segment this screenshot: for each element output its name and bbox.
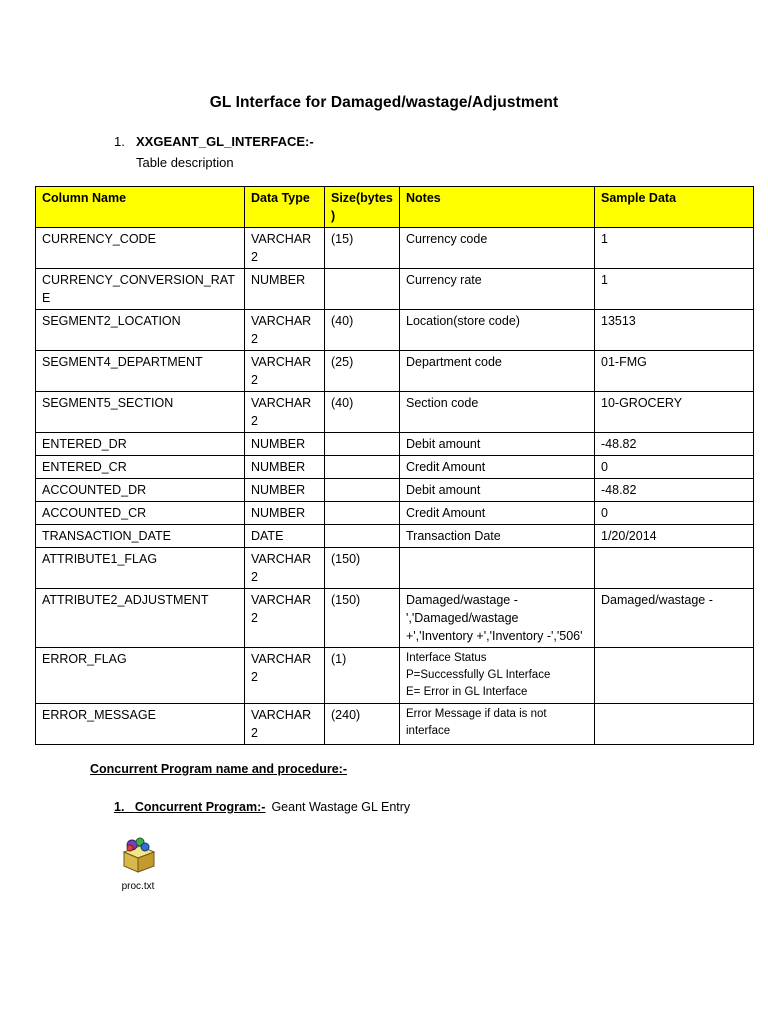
section-1-subheading: Table description — [136, 155, 234, 170]
cell-notes: Error Message if data is not interface — [400, 704, 595, 745]
cell-size — [325, 525, 400, 548]
cell-notes: Transaction Date — [400, 525, 595, 548]
cell-column-name: CURRENCY_CONVERSION_RATE — [36, 269, 245, 310]
notes-line: P=Successfully GL Interface — [406, 669, 551, 681]
table-row — [36, 228, 754, 269]
table-row — [36, 502, 754, 525]
cell-size — [325, 433, 400, 456]
header-column-name: Column Name — [36, 187, 245, 228]
cell-data-type: NUMBER — [245, 502, 325, 525]
cell-data-type: VARCHAR 2 — [245, 392, 325, 433]
cell-size — [325, 269, 400, 310]
cell-data-type: VARCHAR 2 — [245, 648, 325, 704]
cell-data-type: VARCHAR 2 — [245, 310, 325, 351]
cell-sample-data: -48.82 — [595, 479, 754, 502]
header-sample-data: Sample Data — [595, 187, 754, 228]
table-row — [36, 310, 754, 351]
cell-data-type: VARCHAR 2 — [245, 228, 325, 269]
cell-sample-data — [595, 548, 754, 589]
table-row — [36, 548, 754, 589]
cell-notes: Debit amount — [400, 433, 595, 456]
table-row — [36, 589, 754, 648]
cell-data-type: VARCHAR 2 — [245, 589, 325, 648]
cell-data-type: VARCHAR 2 — [245, 704, 325, 745]
table-row — [36, 704, 754, 745]
cell-data-type: NUMBER — [245, 479, 325, 502]
cell-sample-data: 1/20/2014 — [595, 525, 754, 548]
concurrent-program-heading: Concurrent Program name and procedure:- — [90, 762, 347, 776]
table-row — [36, 479, 754, 502]
cell-column-name: ENTERED_DR — [36, 433, 245, 456]
cell-column-name: TRANSACTION_DATE — [36, 525, 245, 548]
table-row — [36, 433, 754, 456]
concurrent-program-item — [114, 800, 410, 814]
cell-data-type: NUMBER — [245, 456, 325, 479]
item-number: 1. — [114, 800, 125, 814]
notes-line: E= Error in GL Interface — [406, 686, 528, 698]
cell-column-name: ATTRIBUTE1_FLAG — [36, 548, 245, 589]
cell-sample-data: 0 — [595, 456, 754, 479]
cell-size — [325, 502, 400, 525]
cell-column-name: CURRENCY_CODE — [36, 228, 245, 269]
cell-sample-data: 0 — [595, 502, 754, 525]
cell-sample-data: 1 — [595, 269, 754, 310]
table-row — [36, 648, 754, 704]
cell-notes: Credit Amount — [400, 456, 595, 479]
cell-data-type: VARCHAR 2 — [245, 351, 325, 392]
concurrent-program-label — [114, 800, 265, 814]
cell-data-type: NUMBER — [245, 269, 325, 310]
cell-column-name: ERROR_FLAG — [36, 648, 245, 704]
notes-line: Interface Status — [406, 652, 487, 664]
section-1-number: 1. — [114, 134, 125, 149]
cell-sample-data: 1 — [595, 228, 754, 269]
concurrent-program-value: Geant Wastage GL Entry — [271, 800, 411, 814]
cell-notes: Damaged/wastage -','Damaged/wastage +','Inventory +','Inventory -','506' — [400, 589, 595, 648]
cell-size — [325, 456, 400, 479]
table-row — [36, 525, 754, 548]
attachment-proc-txt[interactable] — [116, 836, 160, 892]
cell-size: (240) — [325, 704, 400, 745]
cell-size: (150) — [325, 589, 400, 648]
cell-notes — [400, 648, 595, 704]
cell-size: (25) — [325, 351, 400, 392]
cell-notes: Credit Amount — [400, 502, 595, 525]
header-size: Size(bytes ) — [325, 187, 400, 228]
cell-sample-data — [595, 648, 754, 704]
cell-notes: Debit amount — [400, 479, 595, 502]
cell-column-name: ERROR_MESSAGE — [36, 704, 245, 745]
cell-column-name: ACCOUNTED_DR — [36, 479, 245, 502]
item-label: Concurrent Program:- — [134, 800, 266, 814]
attachment-filename: proc.txt — [121, 881, 155, 892]
cell-sample-data: 13513 — [595, 310, 754, 351]
cell-size — [325, 479, 400, 502]
package-file-icon — [118, 861, 158, 878]
cell-data-type: DATE — [245, 525, 325, 548]
cell-sample-data: -48.82 — [595, 433, 754, 456]
cell-sample-data: Damaged/wastage - — [595, 589, 754, 648]
cell-column-name: ATTRIBUTE2_ADJUSTMENT — [36, 589, 245, 648]
cell-notes: Currency code — [400, 228, 595, 269]
cell-column-name: SEGMENT4_DEPARTMENT — [36, 351, 245, 392]
document-title: GL Interface for Damaged/wastage/Adjustment — [209, 94, 559, 111]
table-description — [35, 186, 754, 745]
table-header-row — [36, 187, 754, 228]
cell-column-name: ENTERED_CR — [36, 456, 245, 479]
cell-data-type: NUMBER — [245, 433, 325, 456]
cell-notes: Location(store code) — [400, 310, 595, 351]
cell-size: (15) — [325, 228, 400, 269]
cell-notes: Currency rate — [400, 269, 595, 310]
cell-sample-data — [595, 704, 754, 745]
header-notes: Notes — [400, 187, 595, 228]
cell-data-type: VARCHAR 2 — [245, 548, 325, 589]
cell-column-name: SEGMENT2_LOCATION — [36, 310, 245, 351]
table-row — [36, 269, 754, 310]
cell-size: (1) — [325, 648, 400, 704]
cell-size: (150) — [325, 548, 400, 589]
cell-notes: Department code — [400, 351, 595, 392]
section-1-heading — [114, 134, 314, 149]
table-row — [36, 351, 754, 392]
cell-size: (40) — [325, 310, 400, 351]
section-1-heading-text: XXGEANT_GL_INTERFACE:- — [136, 134, 314, 149]
table-row — [36, 456, 754, 479]
cell-sample-data: 01-FMG — [595, 351, 754, 392]
cell-sample-data: 10-GROCERY — [595, 392, 754, 433]
cell-size: (40) — [325, 392, 400, 433]
header-data-type: Data Type — [245, 187, 325, 228]
cell-column-name: SEGMENT5_SECTION — [36, 392, 245, 433]
cell-notes — [400, 548, 595, 589]
cell-column-name: ACCOUNTED_CR — [36, 502, 245, 525]
cell-notes: Section code — [400, 392, 595, 433]
table-row — [36, 392, 754, 433]
